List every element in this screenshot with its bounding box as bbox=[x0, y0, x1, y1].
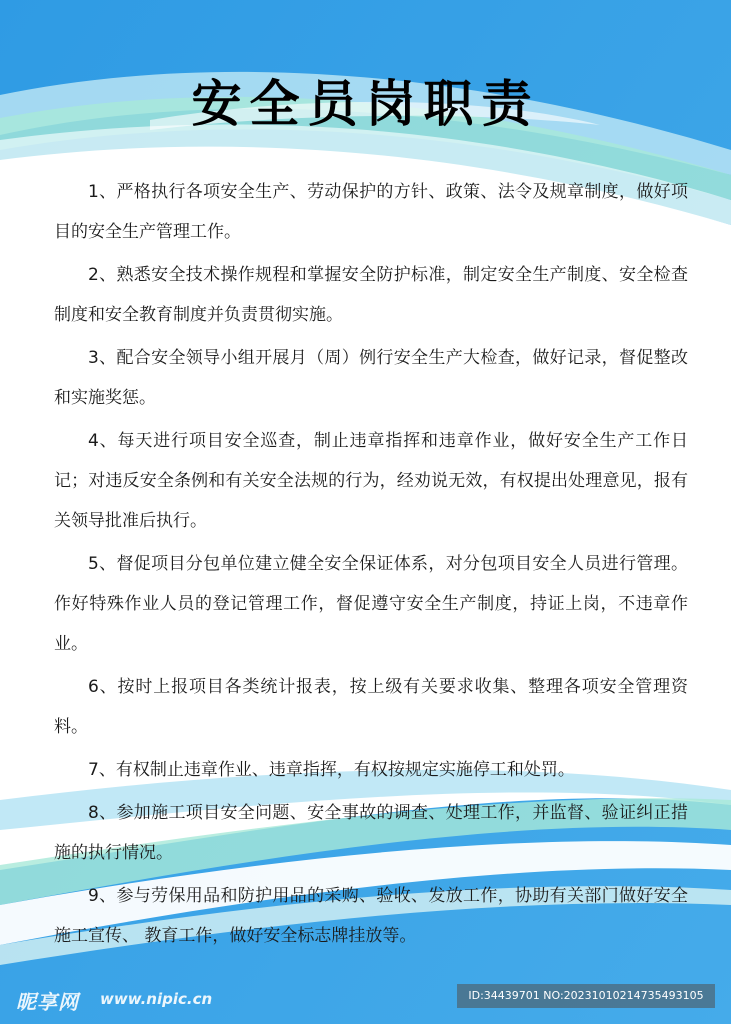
image-id-bar: ID:34439701 NO:20231010214735493105 bbox=[457, 984, 715, 1008]
list-item: 6、按时上报项目各类统计报表，按上级有关要求收集、整理各项安全管理资料。 bbox=[54, 677, 688, 737]
list-item: 9、参与劳保用品和防护用品的采购、验收、发放工作，协助有关部门做好安全施工宣传、 教育工作，做好安全标志牌挂放等。 bbox=[54, 886, 688, 946]
watermark-logo: 昵享网 bbox=[16, 990, 79, 1014]
duty-list bbox=[54, 172, 688, 959]
page-title: 安全员岗职责 bbox=[191, 75, 540, 133]
list-item: 3、配合安全领导小组开展月（周）例行安全生产大检查，做好记录，督促整改和实施奖惩。 bbox=[54, 348, 688, 408]
watermark-url: www.nipic.cn bbox=[100, 990, 213, 1008]
list-item: 1、严格执行各项安全生产、劳动保护的方针、政策、法令及规章制度，做好项目的安全生产管理工作。 bbox=[54, 182, 688, 242]
list-item: 2、熟悉安全技术操作规程和掌握安全防护标准，制定安全生产制度、安全检查制度和安全教育制度并负责贯彻实施。 bbox=[54, 265, 688, 325]
list-item: 4、每天进行项目安全巡查，制止违章指挥和违章作业，做好安全生产工作日记；对违反安全条例和有关安全法规的行为，经劝说无效，有权提出处理意见，报有关领导批准后执行。 bbox=[54, 431, 688, 531]
list-item: 7、有权制止违章作业、违章指挥，有权按规定实施停工和处罚。 bbox=[88, 760, 575, 780]
list-item: 5、督促项目分包单位建立健全安全保证体系，对分包项目安全人员进行管理。作好特殊作业人员的登记管理工作，督促遵守安全生产制度，持证上岗，不违章作业。 bbox=[54, 554, 688, 654]
list-item: 8、参加施工项目安全问题、安全事故的调查、处理工作，并监督、验证纠正措施的执行情况。 bbox=[54, 803, 688, 863]
